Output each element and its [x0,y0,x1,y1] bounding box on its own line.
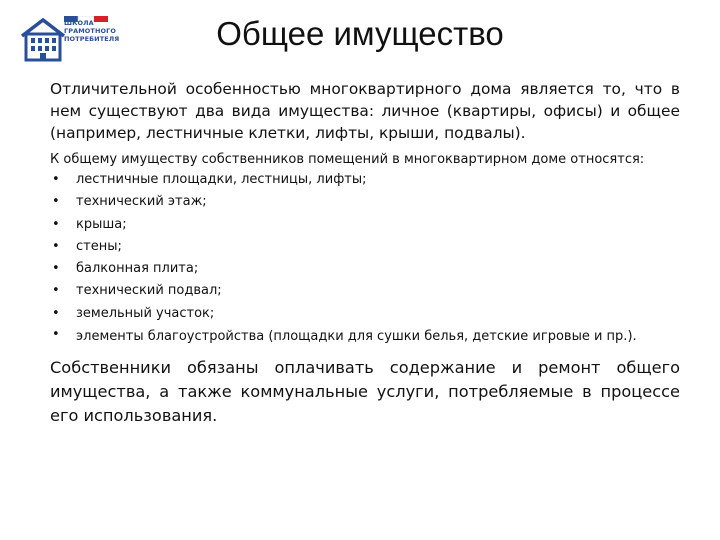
list-item-text: стены; [76,238,122,254]
list-item [50,303,680,325]
intro-paragraph: Отличительной особенностью многоквартирного дома является то, что в нем существуют два вида имущества: личное (квартиры, офисы) и общее (например, лестничные клетки, лифты, крыши, подвалы). [50,80,680,142]
bullet-icon: • [52,327,60,343]
list-item [50,280,680,302]
bullet-icon: • [52,238,60,254]
list-item-text: лестничные площадки, лестницы, лифты; [76,172,367,187]
bullet-icon: • [52,305,60,321]
list-item-text: крыша; [76,216,127,232]
page-title: Общее имущество [216,15,504,52]
bullet-icon: • [52,283,60,299]
common-property-list [50,169,680,346]
list-item-text: земельный участок; [76,305,215,321]
list-item [50,236,680,258]
logo-line-3: ПОТРЕБИТЕЛЯ [64,35,120,43]
list-item [50,325,680,346]
list-item [50,191,680,213]
list-intro-paragraph: К общему имуществу собственников помещений в многоквартирном доме относятся: [50,152,645,167]
list-item-text: элементы благоустройства (площадки для сушки белья, детские игровые и пр.). [76,329,637,345]
list-item [50,258,680,280]
logo-line-2: ГРАМОТНОГО [64,27,116,35]
bullet-icon: • [52,194,60,210]
logo-line-1: ШКОЛА [64,19,94,27]
list-item [50,169,680,191]
bullet-icon: • [52,172,60,187]
list-item-text: технический этаж; [76,194,207,210]
list-item-text: балконная плита; [76,261,199,277]
conclusion-paragraph: Собственники обязаны оплачивать содержание и ремонт общего имущества, а также коммунальные услуги, потребляемые в процессе его использования. [50,358,680,426]
list-item [50,214,680,236]
slide-content [50,78,680,428]
bullet-icon: • [52,261,60,277]
bullet-icon: • [52,216,60,232]
list-item-text: технический подвал; [76,283,222,299]
